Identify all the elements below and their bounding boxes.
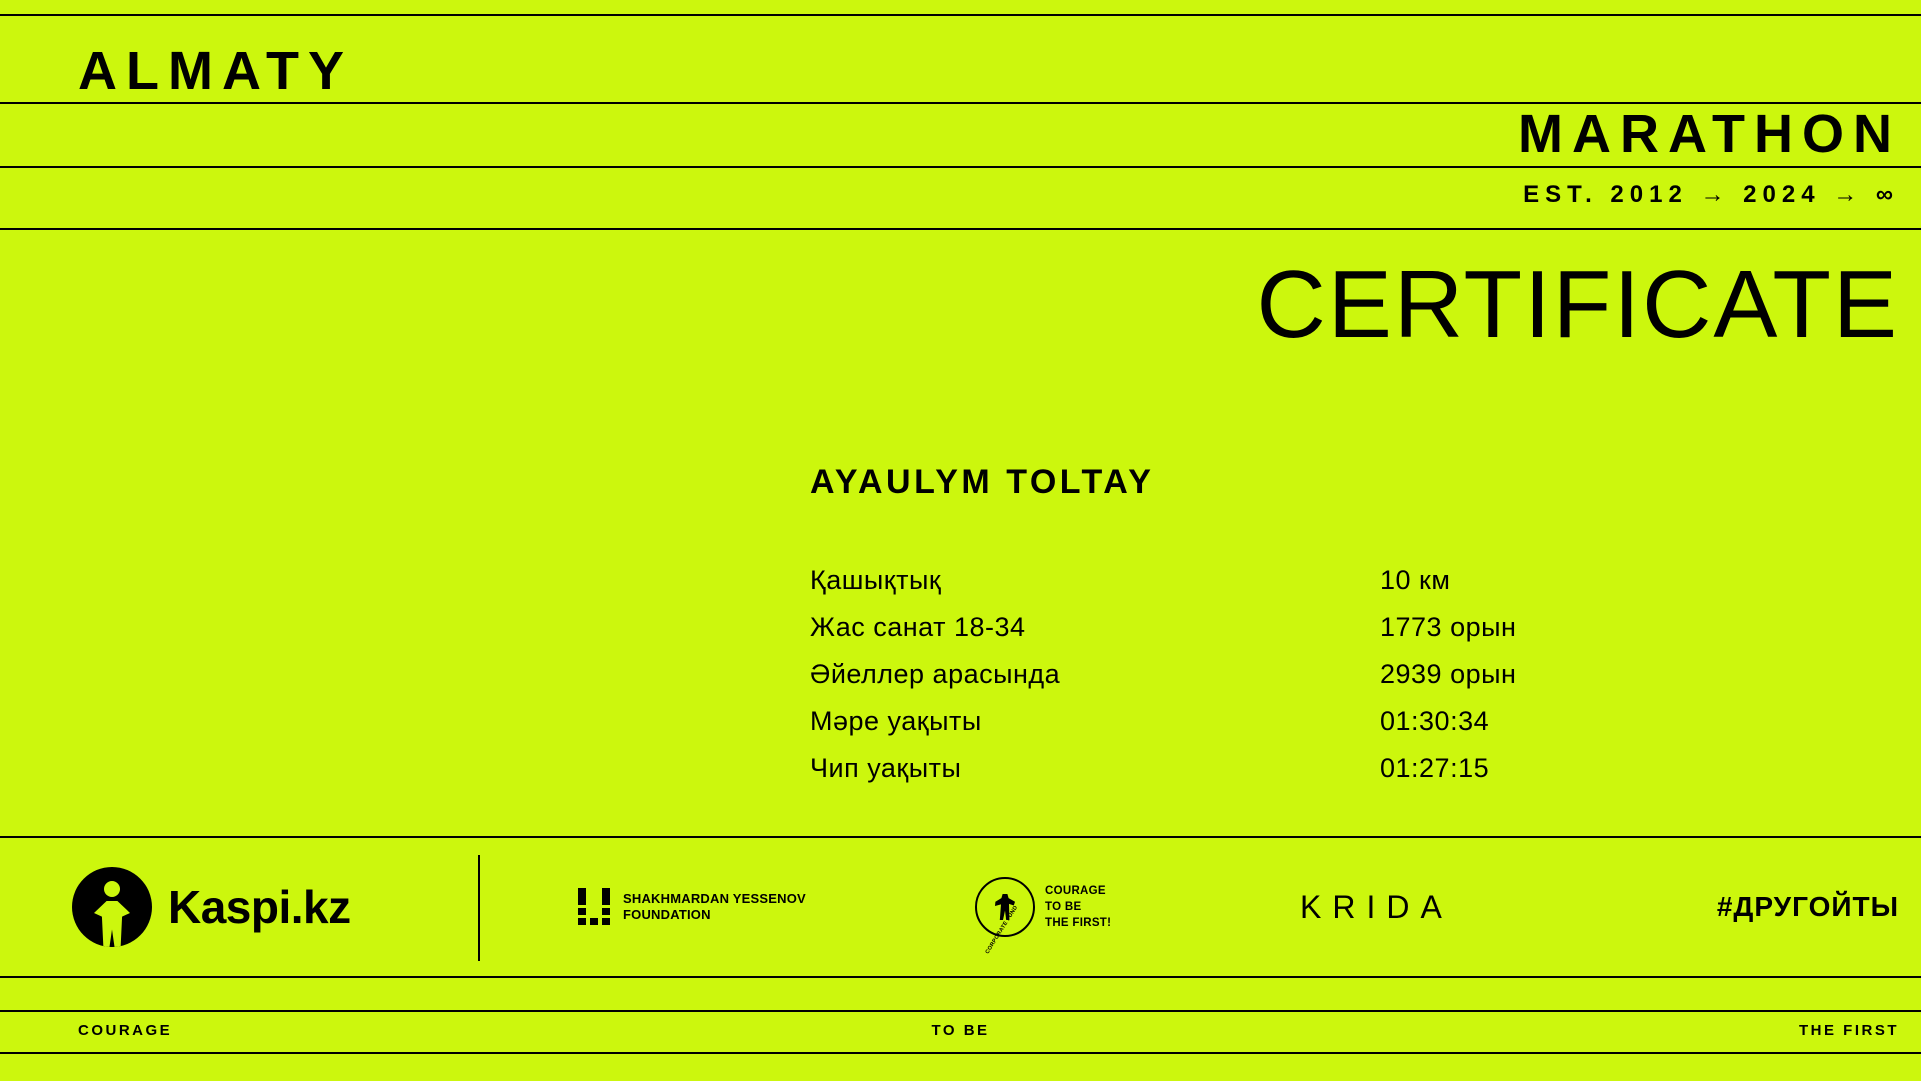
result-value: 10 км bbox=[1380, 565, 1451, 595]
result-label: Чип уақыты bbox=[810, 753, 962, 783]
result-value: 2939 орын bbox=[1380, 659, 1517, 689]
courage-line-1: COURAGE bbox=[1045, 884, 1106, 897]
divider-line bbox=[0, 228, 1921, 230]
yessenov-wordmark bbox=[623, 891, 806, 924]
corporate-fund-icon bbox=[975, 877, 1035, 956]
sponsor-kaspi bbox=[72, 867, 351, 947]
kaspi-logo-icon bbox=[72, 867, 152, 947]
result-value: 01:27:15 bbox=[1380, 753, 1490, 783]
table-row bbox=[810, 706, 1670, 753]
footer-left: COURAGE bbox=[78, 1021, 173, 1039]
established-range: EST. 2012 → 2024 → ∞ bbox=[1523, 181, 1899, 208]
divider-line bbox=[0, 14, 1921, 16]
result-label: Әйеллер арасында bbox=[810, 659, 1061, 689]
sponsor-divider bbox=[478, 855, 480, 961]
table-row bbox=[810, 565, 1670, 612]
result-label: Жас санат 18-34 bbox=[810, 612, 1026, 642]
divider-line bbox=[0, 1052, 1921, 1054]
result-value: 1773 орын bbox=[1380, 612, 1517, 642]
page-title: CERTIFICATE bbox=[1256, 251, 1899, 358]
yessenov-line-1: SHAKHMARDAN YESSENOV bbox=[623, 890, 806, 906]
sponsor-yessenov-foundation bbox=[578, 888, 806, 926]
athlete-name: AYAULYM TOLTAY bbox=[810, 463, 1155, 501]
footer-center: TO BE bbox=[931, 1021, 990, 1039]
sponsor-drugoity-hashtag: #ДРУГОЙТЫ bbox=[1716, 891, 1899, 922]
courage-line-3: THE FIRST! bbox=[1045, 917, 1112, 930]
result-label: Мәре уақыты bbox=[810, 706, 982, 736]
results-table bbox=[810, 565, 1670, 800]
footer-right: THE FIRST bbox=[1799, 1021, 1899, 1039]
sponsor-corporate-fund bbox=[975, 877, 1112, 956]
sponsor-bar bbox=[0, 838, 1921, 976]
sponsor-krida: KRIDA bbox=[1300, 888, 1453, 925]
brand-marathon: MARATHON bbox=[1518, 104, 1901, 164]
divider-line bbox=[0, 976, 1921, 978]
yessenov-mark-icon bbox=[578, 888, 612, 926]
yessenov-line-2: FOUNDATION bbox=[623, 907, 711, 922]
divider-line bbox=[0, 166, 1921, 168]
footer bbox=[0, 1010, 1921, 1050]
table-row bbox=[810, 612, 1670, 659]
corporate-fund-ring-label: CORPORATE FUND bbox=[984, 904, 1020, 956]
courage-line-2: TO BE bbox=[1045, 900, 1082, 913]
table-row bbox=[810, 753, 1670, 800]
result-label: Қашықтық bbox=[810, 565, 942, 595]
brand-almaty: ALMATY bbox=[78, 41, 353, 101]
courage-wordmark bbox=[1045, 883, 1111, 931]
table-row bbox=[810, 659, 1670, 706]
result-value: 01:30:34 bbox=[1380, 706, 1490, 736]
kaspi-wordmark: Kaspi.kz bbox=[168, 881, 351, 933]
